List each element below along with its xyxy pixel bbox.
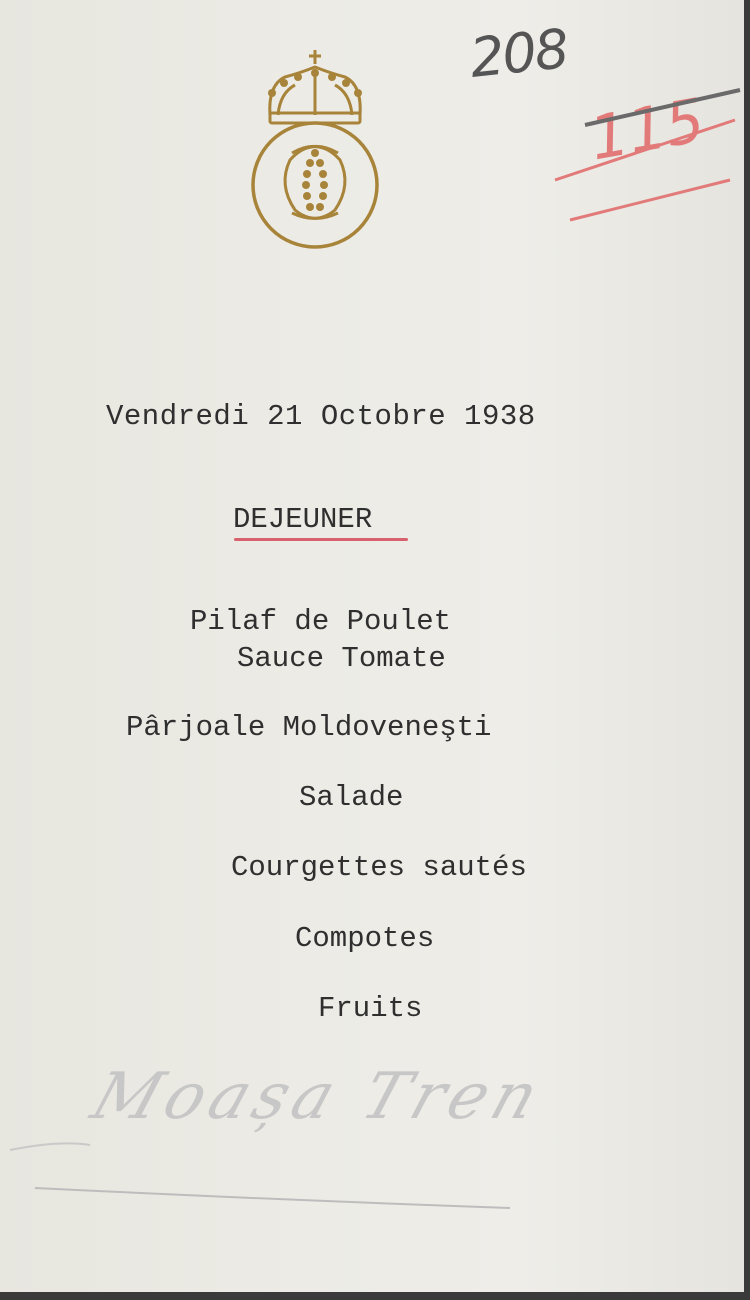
menu-item: Courgettes sautés — [231, 851, 527, 884]
royal-crest-monogram — [240, 45, 390, 250]
heading-red-underline — [234, 538, 408, 541]
menu-date: Vendredi 21 Octobre 1938 — [106, 400, 536, 433]
menu-item: Pilaf de Poulet — [190, 605, 452, 638]
red-pencil-old-number: 115 — [584, 85, 710, 175]
menu-item: Sauce Tomate — [237, 642, 446, 675]
menu-heading: DEJEUNER — [233, 503, 373, 536]
handwritten-signature: Moașa Tren — [82, 1060, 553, 1134]
signature-pencil-line — [0, 1050, 750, 1230]
menu-item: Fruits — [318, 992, 423, 1025]
menu-item: Pârjoale Moldoveneşti — [126, 711, 492, 744]
menu-item: Salade — [299, 781, 404, 814]
menu-item: Compotes — [295, 922, 435, 955]
red-strikethrough-marks — [545, 80, 745, 230]
pencil-catalog-number: 208 — [466, 17, 571, 90]
